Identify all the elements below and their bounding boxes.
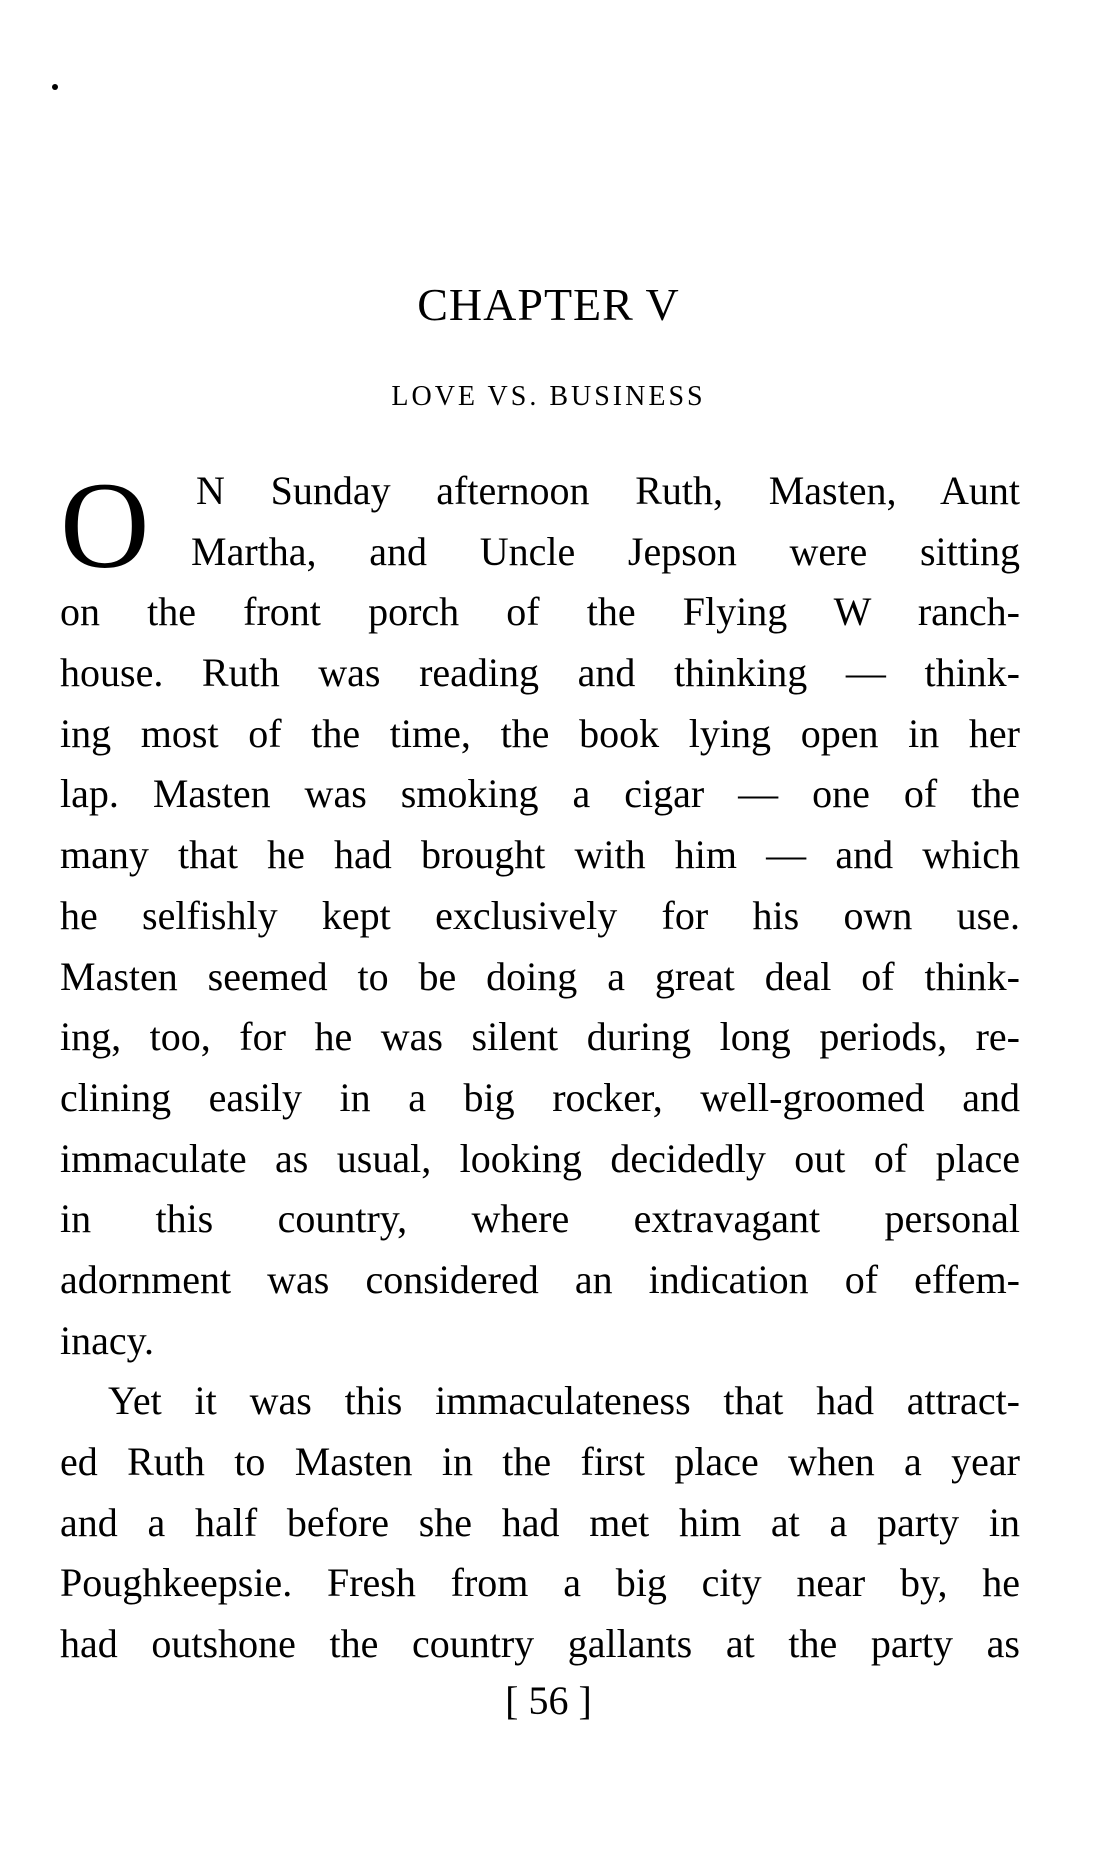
chapter-title: CHAPTER V (417, 279, 680, 330)
text-line: ed Ruth to Masten in the first place when a year (60, 1439, 1020, 1484)
text-line: N Sunday afternoon Ruth, Masten, Aunt (196, 468, 1020, 513)
text-line: adornment was considered an indication of effem- (60, 1256, 1020, 1302)
text-line: clining easily in a big rocker, well-groomed and (60, 1074, 1020, 1120)
text-line: had outshone the country gallants at the party as (60, 1621, 1020, 1667)
text-line: Martha, and Uncle Jepson were sitting (191, 528, 1020, 574)
body-text (60, 457, 1020, 1675)
page-number: [ 56 ] (505, 1678, 592, 1723)
text-line: immaculate as usual, looking decidedly out of place (60, 1135, 1020, 1181)
text-line: many that he had brought with him — and which (60, 832, 1020, 878)
text-line: Yet it was this immaculateness that had attract- (108, 1378, 1020, 1424)
text-line: house. Ruth was reading and thinking — think- (60, 650, 1020, 696)
text-line: he selfishly kept exclusively for his own use. (60, 892, 1020, 938)
text-line: on the front porch of the Flying W ranch- (60, 589, 1020, 635)
text-line: in this country, where extravagant personal (60, 1196, 1020, 1242)
text-line: ing most of the time, the book lying open in her (60, 710, 1020, 756)
text-line: and a half before she had met him at a party in (60, 1499, 1020, 1545)
chapter-subtitle: LOVE VS. BUSINESS (391, 381, 706, 412)
text-line: inacy. (60, 1317, 155, 1363)
text-line: Poughkeepsie. Fresh from a big city near by, he (60, 1560, 1020, 1606)
text-line: lap. Masten was smoking a cigar — one of the (60, 771, 1020, 817)
text-line: Masten seemed to be doing a great deal of think- (60, 953, 1020, 999)
ink-speck (52, 84, 58, 90)
drop-cap: O (60, 457, 150, 594)
text-line: ing, too, for he was silent during long periods, re- (60, 1014, 1020, 1060)
